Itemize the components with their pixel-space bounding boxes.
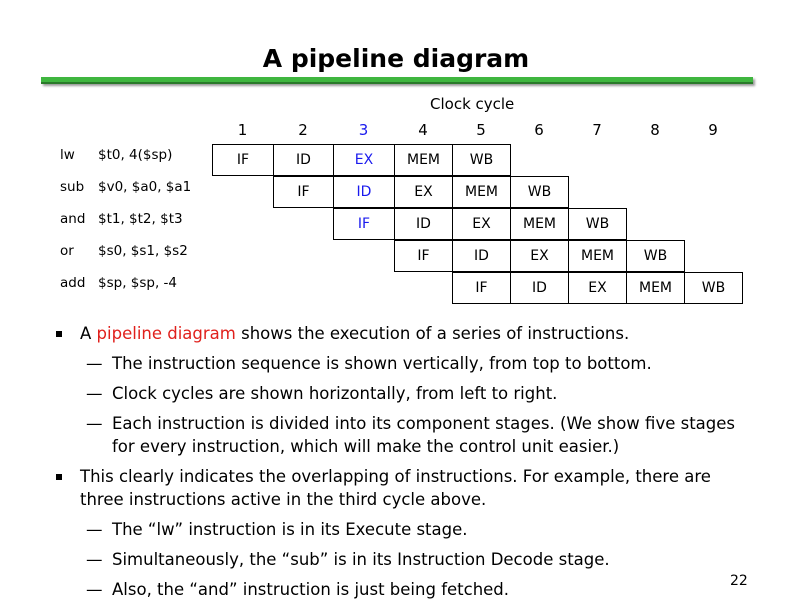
dash-bullet-icon: — (86, 550, 103, 569)
instruction-opcode: lw (60, 147, 75, 163)
instruction-opcode: add (60, 275, 86, 291)
sub-bullet-item (50, 518, 750, 541)
stage-cell: ID (394, 208, 453, 240)
dash-bullet-icon: — (86, 354, 103, 373)
stage-cell: WB (568, 208, 627, 240)
stage-cell: WB (510, 176, 569, 208)
stage-cell: EX (333, 144, 395, 176)
sub-bullet-item (50, 548, 750, 571)
stage-cell: EX (568, 272, 627, 304)
bullet-text: The “lw” instruction is in its Execute stage. (112, 520, 468, 539)
bullet-text: This clearly indicates the overlapping of instructions. For example, there are three instructions active in the third cycle above. (80, 467, 711, 509)
cycle-number: 8 (650, 121, 660, 139)
bullet-list (50, 322, 750, 608)
instruction-opcode: and (60, 211, 86, 227)
instruction-operands: $v0, $a0, $a1 (98, 179, 192, 195)
bullet-item (50, 465, 750, 511)
stage-cell: EX (510, 240, 569, 272)
stage-cell: IF (212, 144, 274, 176)
stage-cell: MEM (510, 208, 569, 240)
instruction-operands: $t0, 4($sp) (98, 147, 173, 163)
cycle-number: 3 (358, 121, 369, 139)
cycle-number: 9 (708, 121, 718, 139)
page-number: 22 (730, 573, 748, 589)
stage-cell: MEM (626, 272, 685, 304)
title-underline (41, 77, 753, 84)
cycle-number: 2 (298, 121, 308, 139)
bullet-text: The instruction sequence is shown vertically, from top to bottom. (112, 354, 652, 373)
stage-cell: WB (452, 144, 511, 176)
stage-cell: IF (333, 208, 395, 240)
square-bullet-icon (56, 331, 62, 337)
cycle-number: 4 (418, 121, 428, 139)
instruction-operands: $t1, $t2, $t3 (98, 211, 183, 227)
stage-cell: MEM (452, 176, 511, 208)
bullet-text: Simultaneously, the “sub” is in its Instruction Decode stage. (112, 550, 610, 569)
stage-cell: ID (510, 272, 569, 304)
bullet-text: Each instruction is divided into its component stages. (We show five stages for every instruction, which will make the control unit easier.) (112, 414, 736, 456)
dash-bullet-icon: — (86, 520, 103, 539)
instruction-operands: $sp, $sp, -4 (98, 275, 178, 291)
stage-cell: WB (684, 272, 743, 304)
instruction-operands: $s0, $s1, $s2 (98, 243, 188, 259)
stage-cell: ID (333, 176, 395, 208)
bullet-text: Clock cycles are shown horizontally, from left to right. (112, 384, 558, 403)
bullet-text: shows the execution of a series of instructions. (235, 324, 630, 343)
sub-bullet-item (50, 382, 750, 405)
cycle-number: 1 (237, 121, 248, 139)
stage-cell: MEM (394, 144, 453, 176)
dash-bullet-icon: — (86, 580, 103, 599)
cycle-number: 5 (476, 121, 486, 139)
sub-bullet-item (50, 578, 750, 601)
bullet-text: A (80, 324, 97, 343)
square-bullet-icon (56, 474, 62, 480)
cycle-number: 6 (534, 121, 544, 139)
cycle-number: 7 (592, 121, 602, 139)
stage-cell: IF (452, 272, 511, 304)
clock-cycle-label: Clock cycle (430, 95, 515, 113)
bullet-item (50, 322, 750, 345)
highlighted-term: pipeline diagram (96, 324, 236, 343)
stage-cell: IF (273, 176, 334, 208)
dash-bullet-icon: — (86, 414, 103, 433)
sub-bullet-item (50, 412, 750, 458)
bullet-text: Also, the “and” instruction is just being fetched. (112, 580, 510, 599)
stage-cell: WB (626, 240, 685, 272)
dash-bullet-icon: — (86, 384, 103, 403)
stage-cell: EX (452, 208, 511, 240)
sub-bullet-item (50, 352, 750, 375)
stage-cell: EX (394, 176, 453, 208)
instruction-opcode: sub (60, 179, 85, 195)
instruction-opcode: or (60, 243, 74, 259)
stage-cell: ID (273, 144, 334, 176)
stage-cell: ID (452, 240, 511, 272)
slide-title: A pipeline diagram (262, 44, 530, 73)
stage-cell: MEM (568, 240, 627, 272)
stage-cell: IF (394, 240, 453, 272)
